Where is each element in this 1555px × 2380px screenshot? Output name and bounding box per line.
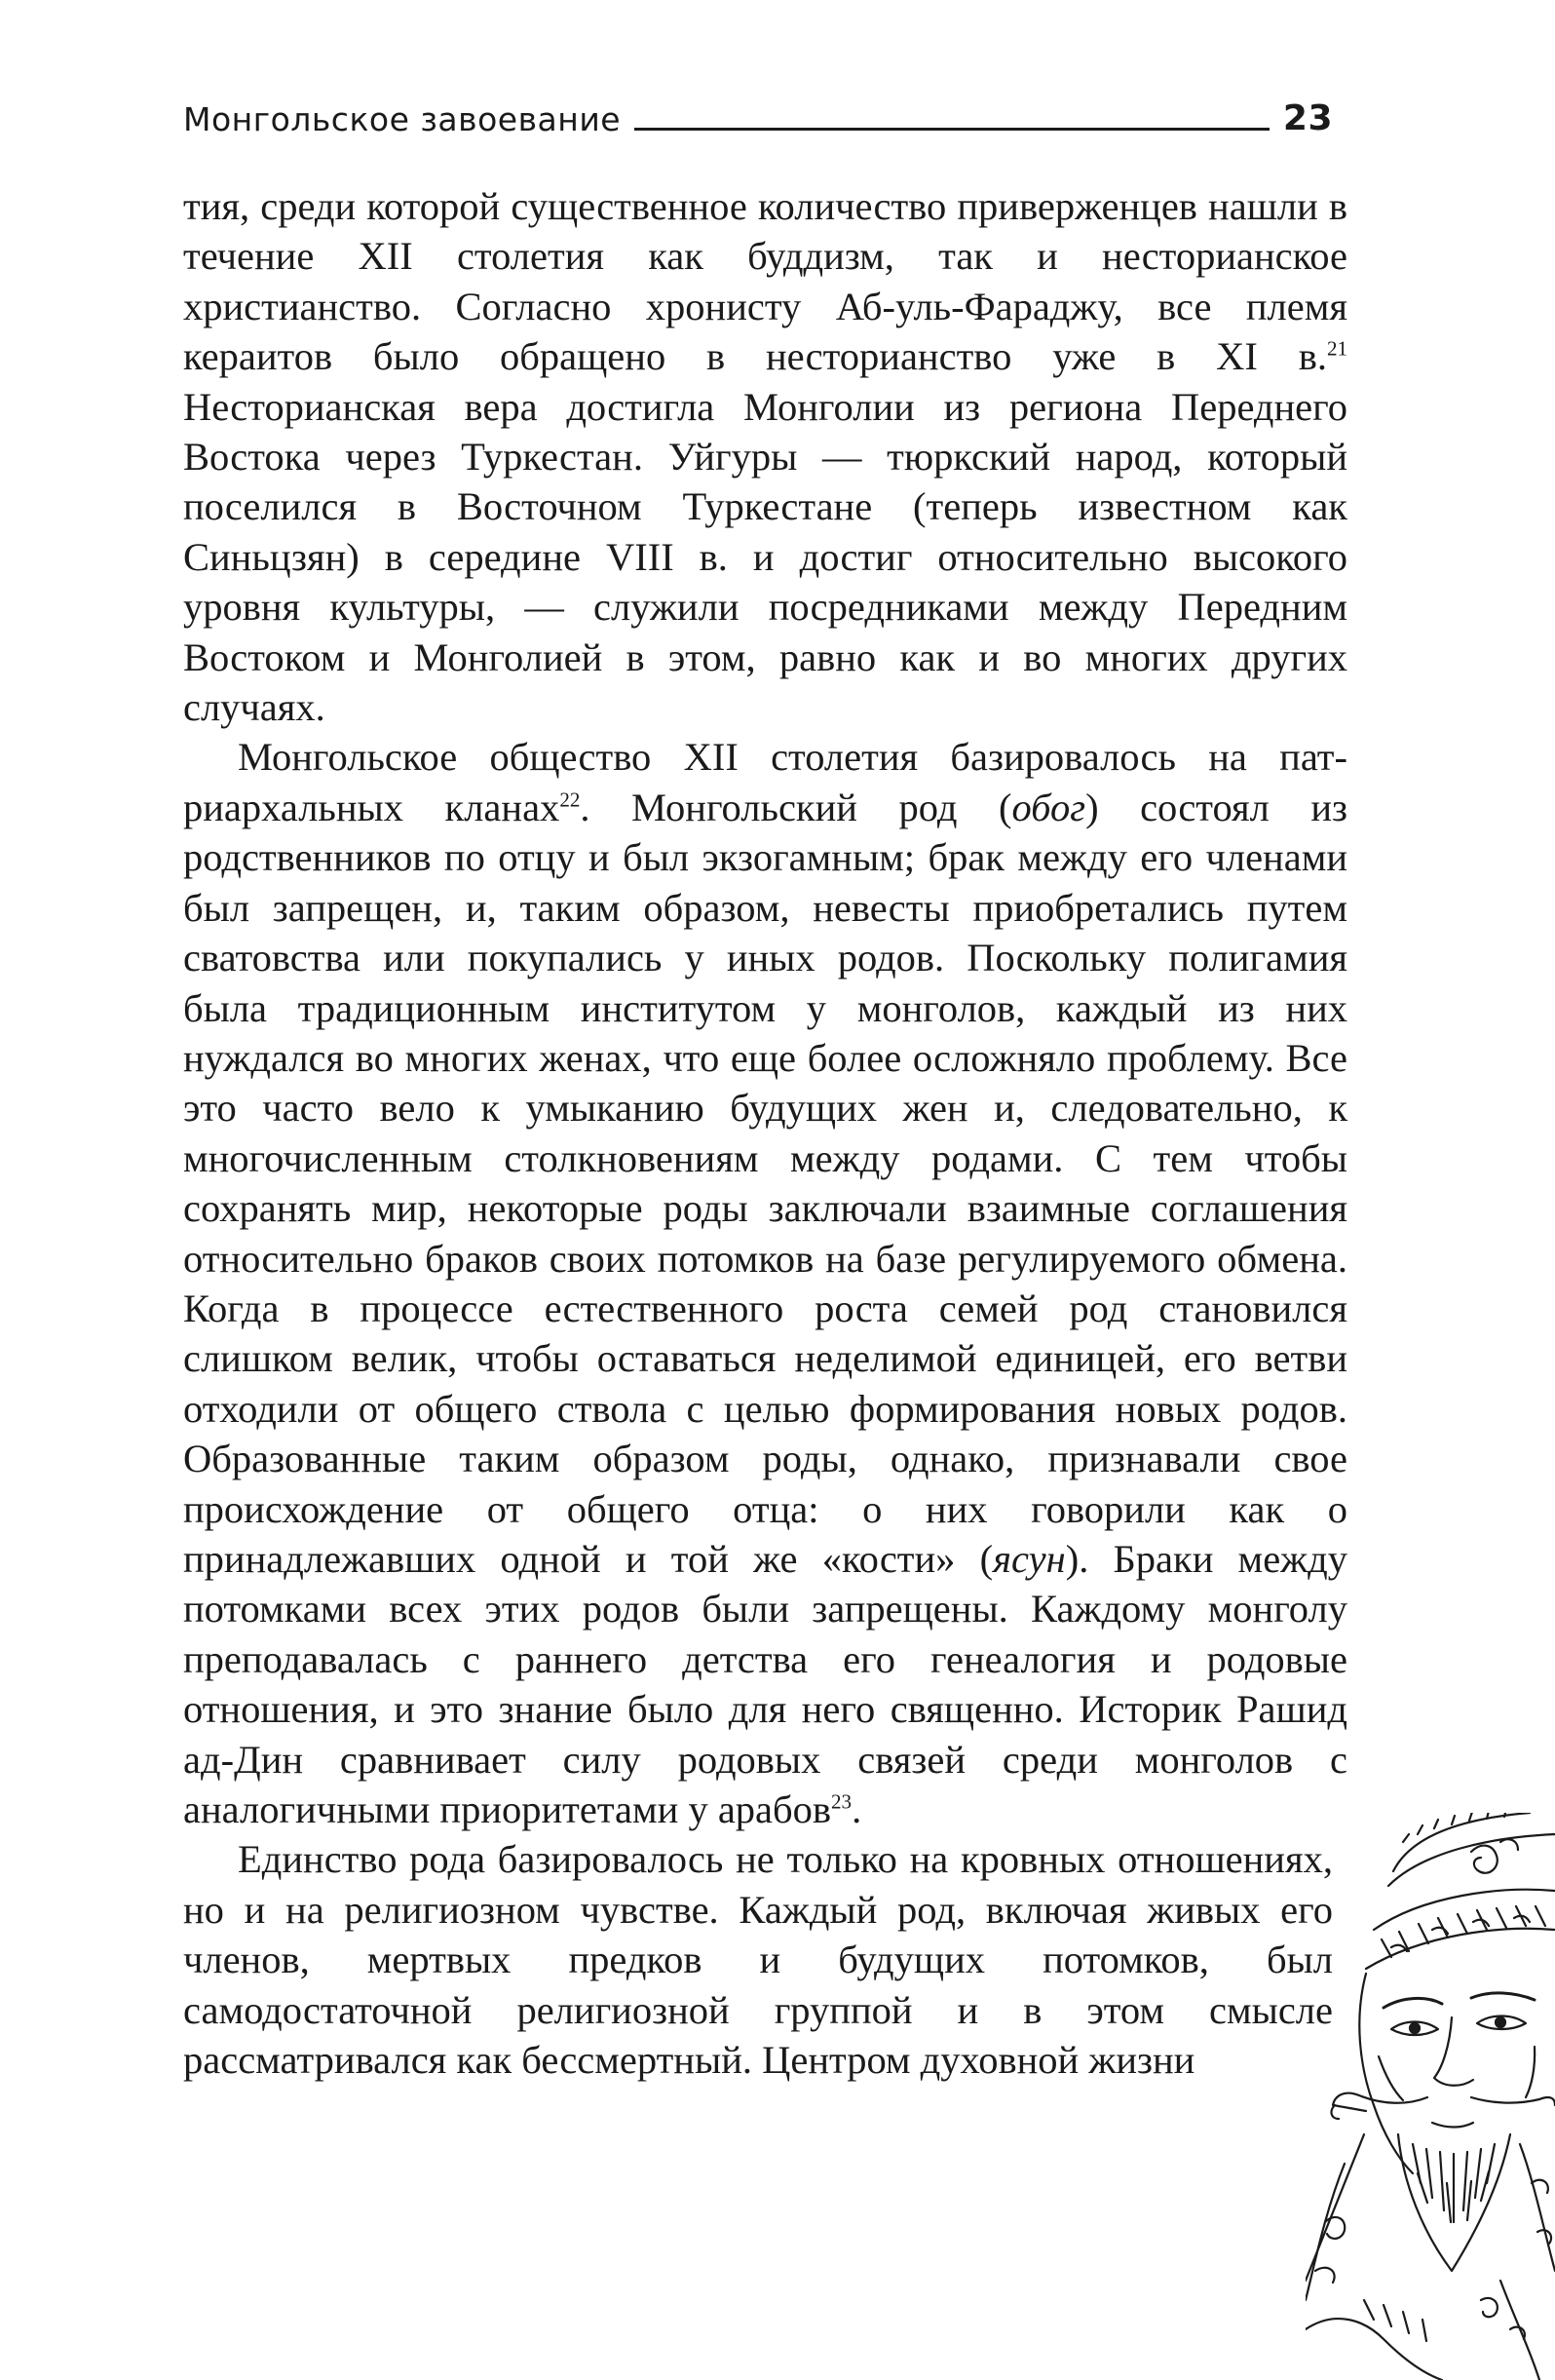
paragraph bbox=[183, 1834, 1333, 2085]
running-title: Монгольское завоевание bbox=[183, 100, 622, 138]
text-run: . Монгольский род ( bbox=[580, 785, 1012, 829]
italic-term: обог bbox=[1011, 785, 1086, 829]
text-run: Монгольское общество XII столетия базировалось на патриархальных кланах bbox=[183, 735, 1347, 829]
page-number: 23 bbox=[1282, 98, 1333, 138]
paragraph bbox=[183, 732, 1347, 1834]
header-rule bbox=[634, 128, 1270, 131]
text-run: тия, среди которой существенное количество приверженцев нашли в течение XII столетия как буддизм, так и несторианское христианство. Согласно хронисту Аб-уль-Фараджу, все племя кераитов было обращено в несторианство уже в XI в. bbox=[183, 184, 1347, 379]
footnote-ref: 21 bbox=[1326, 336, 1347, 361]
paragraph bbox=[183, 181, 1347, 732]
body-text bbox=[183, 181, 1347, 2085]
running-header bbox=[183, 86, 1333, 140]
text-run: ). Браки между потомками всех этих родов были запрещены. Каждому монголу преподавалась с раннего детства его генеалогия и родовые отношения, и это знание было для него священно. Историк Рашид ад-Дин сравнивает силу родовых связей среди монголов с аналогичными приоритетами у арабов bbox=[183, 1536, 1348, 1831]
mongol-warrior-portrait-icon bbox=[1306, 1813, 1555, 2380]
footnote-ref: 23 bbox=[831, 1789, 853, 1814]
text-run: Единство рода базировалось не только на кровных отношениях, но и на религиозном чувстве. Каждый род, включая живых его членов, мертвых предков и будущих потомков, был самодостаточной религиозной группой и в этом смысле рассматривался как бессмертный. Центром духовной жизни bbox=[183, 1837, 1333, 2083]
text-run: . bbox=[852, 1787, 862, 1831]
footnote-ref: 22 bbox=[559, 787, 581, 812]
italic-term: ясун bbox=[993, 1536, 1066, 1581]
text-run: Несторианская вера достигла Монголии из региона Переднего Востока через Туркестан. Уйгуры — тюркский народ, который поселился в Восточном Туркестане (теперь известном как Синьцзян) в середине VIII в. и достиг относительно высокого уровня культуры, — служили посредниками между Передним Востоком и Монголией в этом, равно как и во многих других случаях. bbox=[183, 384, 1347, 730]
text-run: ) состоял из родственников по отцу и был экзогамным; брак между его членами был запрещен, и, таким образом, невесты приобретались путем сватовства или покупались у иных родов. Поскольку полигамия была традиционным институтом у монголов, каждый из них нуждался во многих женах, что еще более осложняло проблему. Все это часто вело к умыканию будущих жен и, следовательно, к многочисленным столкновениям между родами. С тем чтобы сохранять мир, некоторые роды заключали взаимные соглашения относительно браков своих потомков на базе регулируемого обмена. Когда в процессе естественного роста семей род становился слишком велик, чтобы оставаться неделимой единицей, его ветви отходили от общего ствола с целью формирования новых родов. Образованные таким образом роды, однако, признавали свое происхождение от общего отца: о них говорили как о принадлежавших одной и той же «кости» ( bbox=[183, 785, 1347, 1581]
